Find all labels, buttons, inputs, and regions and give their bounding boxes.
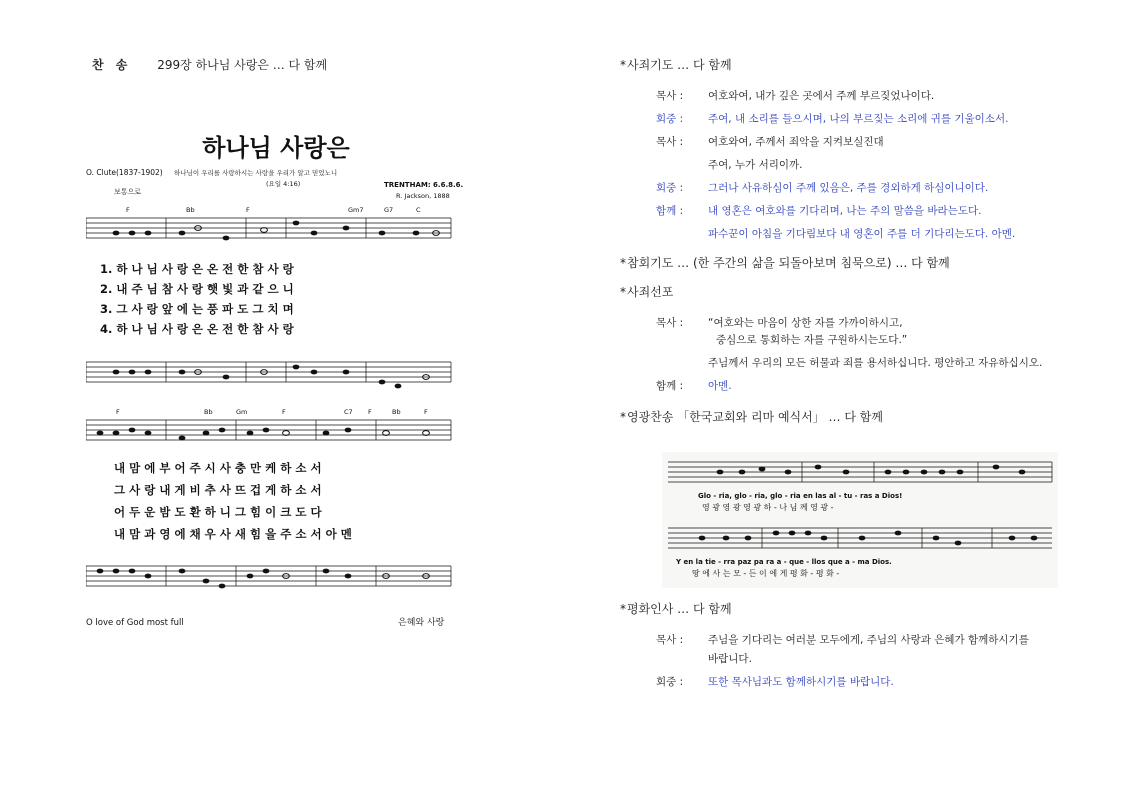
hymn-tune: TRENTHAM: 6.6.8.6.: [384, 181, 464, 189]
chord-c7: C7: [344, 408, 353, 416]
verse-line: 4. 하 나 님 사 랑 은 온 전 한 참 사 랑: [100, 322, 294, 336]
chord-c: C: [416, 206, 421, 214]
responsive-line: 회중 : 주여, 내 소리를 들으시며, 나의 부르짖는 소리에 귀를 기울이소서.: [656, 113, 1009, 125]
notes-bass-2: [97, 569, 430, 589]
responsive-line: 목사 : 여호와여, 주께서 죄악을 지켜보실진대: [656, 136, 884, 148]
verse-line: 어 두 운 밤 도 환 하 니 그 힘 이 크 도 다: [114, 505, 322, 519]
hymn-header: [92, 56, 327, 73]
hymn-ref: (요일 4:16): [266, 180, 301, 188]
order-of-worship: [620, 56, 1120, 429]
verse-line: 내 맘 과 영 에 채 우 사 새 힘 을 주 소 서 아 멘: [114, 527, 352, 541]
absolution-declaration: 주님께서 우리의 모든 허물과 죄를 용서하십니다. 평안하고 자유하십시오.: [708, 357, 1043, 369]
hymn-composer: O. Clute(1837-1902): [86, 168, 163, 177]
verses-bottom: [113, 461, 352, 541]
gloria-title: *영광찬송 「한국교회와 리마 예식서」 … 다 함께: [620, 410, 883, 424]
confession-title: *사죄기도 … 다 함께: [620, 58, 732, 72]
verse-line: 그 사 랑 내 게 비 추 사 뜨 겁 게 하 소 서: [114, 483, 322, 497]
chord-f: F: [424, 408, 428, 416]
gloria-latin-2: Y en la tie - rra paz pa ra a - que - llos que a - ma Dios.: [676, 558, 892, 566]
repentance-title: *참회기도 … (한 주간의 삶을 되돌아보며 침묵으로) … 다 함께: [620, 256, 950, 270]
gloria-latin-1: Glo - ria, glo - ria, glo - ria en las al - tu - ras a Dios!: [698, 492, 903, 500]
chord-gm7: Gm7: [348, 206, 364, 214]
hymn-tempo: 보통으로: [114, 188, 142, 196]
hymn-label: 찬 송: [92, 58, 132, 72]
chord-bb: Bb: [392, 408, 401, 416]
verse-line: 내 맘 에 부 어 주 시 사 충 만 케 하 소 서: [114, 461, 322, 475]
absolution-title: *사죄선포: [620, 285, 674, 299]
hymn-score: [86, 120, 466, 640]
chord-f: F: [368, 408, 372, 416]
verse-line: 3. 그 사 랑 앞 에 는 풍 파 도 그 치 며: [100, 302, 294, 316]
peace-continuation: 바랍니다.: [708, 653, 752, 665]
verse-line: 1. 하 나 님 사 랑 은 온 전 한 참 사 랑: [100, 262, 294, 276]
staff-treble-1: [86, 218, 451, 238]
verses-top: [100, 262, 295, 336]
responsive-continuation: 파수꾼이 아침을 기다림보다 내 영혼이 주를 더 기다리는도다. 아멘.: [708, 228, 1016, 240]
hymn-english-title: O love of God most full: [86, 618, 184, 628]
chord-bb: Bb: [204, 408, 213, 416]
chord-gm: Gm: [236, 408, 248, 416]
notes-bass-1: [113, 365, 430, 389]
absolution-amen: 함께 : 아멘.: [656, 380, 732, 392]
chord-g7: G7: [384, 206, 394, 214]
chord-f: F: [246, 206, 250, 214]
gloria-score: [662, 452, 1058, 588]
responsive-continuation: 주여, 누가 서리이까.: [708, 159, 803, 171]
absolution-continuation: 중심으로 통회하는 자를 구원하시는도다.”: [716, 334, 908, 346]
peace-title: *평화인사 … 다 함께: [620, 602, 732, 616]
hymn-subtitle: 하나님이 우리를 사랑하시는 사랑을 우리가 알고 믿었노니: [174, 169, 338, 177]
hymn-title: 하나님 사랑은: [202, 134, 350, 162]
hymn-info: 299장 하나님 사랑은 … 다 함께: [157, 58, 328, 72]
chord-f: F: [282, 408, 286, 416]
peace-line: 목사 : 주님을 기다리는 여러분 모두에게, 주님의 사랑과 은혜가 함께하시기를: [656, 634, 1029, 646]
verse-line: 2. 내 주 님 참 사 랑 햇 빛 과 같 으 니: [100, 282, 294, 296]
responsive-line: 함께 : 내 영혼은 여호와를 기다리며, 나는 주의 말씀을 바라는도다.: [656, 205, 982, 217]
staff-bass-1: [86, 362, 451, 382]
responsive-line: 목사 : 여호와여, 내가 깊은 곳에서 주께 부르짖었나이다.: [656, 90, 935, 102]
chord-f: F: [126, 206, 130, 214]
staff-bass-2: [86, 566, 451, 586]
hymn-footer: 은혜와 사랑: [398, 618, 445, 628]
gloria-korean-1: 영 광 영 광 영 광 하 - 나 님 께 영 광 -: [702, 503, 834, 512]
responsive-line: 회중 : 그러나 사유하심이 주께 있음은, 주를 경외하게 하심이니이다.: [656, 182, 989, 194]
chord-bb: Bb: [186, 206, 195, 214]
notes-treble-1: [113, 221, 440, 241]
peace-reply: 회중 : 또한 목사님과도 함께하시기를 바랍니다.: [656, 676, 894, 688]
gloria-notes-1: [717, 465, 1026, 475]
gloria-korean-2: 땅 에 사 는 모 - 든 이 에 게 평 화 - 평 화 -: [692, 569, 840, 578]
absolution-line: 목사 : “여호와는 마음이 상한 자를 가까이하시고,: [656, 317, 903, 329]
notes-treble-2: [97, 428, 430, 441]
peace-section: [620, 600, 1120, 698]
hymn-arranger: R. Jackson, 1888: [396, 192, 450, 200]
chord-f: F: [116, 408, 120, 416]
